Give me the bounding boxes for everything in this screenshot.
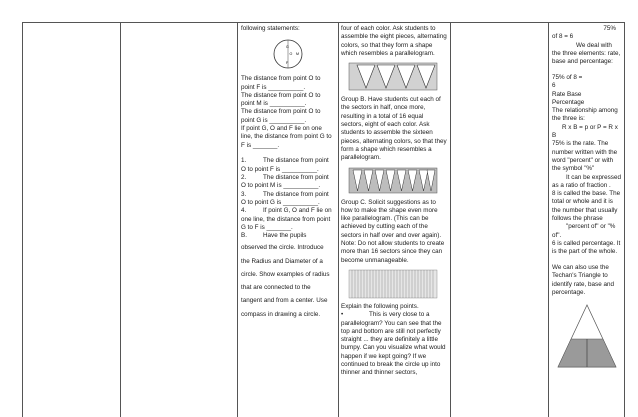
column-percentage [552, 25, 622, 371]
statements-intro: following statements: [241, 25, 300, 32]
group-b-text: Group B. Have students cut each of the sectors in half, once more, resulting in a total of 16 equal sectors, eight of each color. Ask students to assemble the sixteen pieces, alternating colors, so that they form a shape which resembles a parallelogram. [341, 96, 447, 162]
column-group-activities [341, 25, 447, 378]
many-sector-parallelogram [341, 269, 447, 299]
equation-percentage-label: Percentage [552, 98, 585, 106]
column-divider-7 [624, 22, 625, 417]
point-m-label: M [296, 52, 299, 57]
column-divider-3 [237, 22, 238, 417]
three-elements-text: We deal with the three elements: rate, base and percentage: [552, 41, 621, 66]
point-g-label: G [286, 45, 289, 50]
radius-text-line: compass in drawing a circle. [241, 310, 321, 318]
table-top-border [22, 22, 624, 23]
equation-labels: Rate Base [552, 90, 582, 98]
explain-bullet: • This is very close to a parallelogram? You can see that the top and bottom are still not perfectly straight ... they are definitely a little bumpy. Can you visualize what would happen if we kept going? If we continued to break the circle up into thinner and thinner sectors, [341, 311, 446, 377]
numbered-item: 4. If point G, O and F lie on one line, the distance from point G to F is _______. [241, 207, 332, 231]
radius-text-line: tangent and from a center. Use [241, 297, 328, 305]
numbered-item: B. Have the pupils [241, 232, 307, 240]
base-explanation: 8 is called the base. The total or whole and it is the number that usually follows the phrase [552, 190, 621, 223]
point-f-label: F [286, 61, 289, 66]
numbered-item: 2. The distance from point O to point M is __________. [241, 174, 329, 190]
radius-text-line: observed the circle. Introduce [241, 244, 324, 252]
explain-heading: Explain the following points. [341, 302, 419, 310]
statement-of: The distance from point O to point F is __________. [241, 75, 321, 91]
techan-triangle [552, 301, 622, 371]
statement-om: The distance from point O to point M is __________. [241, 91, 321, 108]
equation-line: 75% of 8 = [552, 73, 583, 81]
statement-gf: If point G, O and F lie on one line, the distance from point G to F is _______. [241, 125, 332, 149]
point-o-label: O [289, 52, 293, 57]
statement-og: The distance from point O to point G is __________. [241, 108, 321, 124]
column-divider-5 [450, 22, 451, 417]
column-divider-1 [22, 22, 23, 417]
column-circle-statements [241, 25, 335, 321]
techan-text: We can also use the Techan's Triangle to identify rate, base and percentage. [552, 264, 614, 296]
formula-text: R x B = p or P = R x B [552, 123, 618, 140]
relationship-text: The relationship among the three is: [552, 107, 618, 123]
percent-of-phrase: "percent of" or "% of". [552, 223, 616, 239]
radius-text-line: the Radius and Diameter of a [241, 257, 323, 265]
column-divider-2 [120, 22, 121, 417]
equation-six: 6 [552, 82, 556, 90]
column-divider-6 [548, 22, 549, 417]
group-c-text: Group C. Solicit suggestions as to how to make the shape even more like parallelogram. (This can be achieved by cutting each of the sectors in half over and over again). Note: Do not allow students to create more than 16 sectors since they can become unmanageable. [341, 198, 445, 264]
group-a-text: four of each color. Ask students to assemble the eight pieces, alternating colors, so that they form a shape which resembles a parallelogram. [341, 25, 447, 57]
fraction-text: It can be expressed as a ratio of fraction . [552, 173, 621, 189]
percentage-part-text: 6 is called percentage. It is the part of the whole. [552, 239, 621, 256]
pct-top: 75% [603, 25, 616, 32]
of-eight: of 8 = 6 [552, 33, 574, 41]
circle-diagram [241, 37, 335, 71]
rate-explanation: 75% is the rate. The number written with the word "percent" or with the symbol "%" [552, 140, 618, 173]
sixteen-sector-parallelogram [341, 167, 447, 195]
numbered-item: 3. The distance from point O to point G is __________. [241, 190, 329, 206]
radius-text-line: circle. Show examples of radius [241, 270, 330, 278]
numbered-item: 1. The distance from point O to point F is __________. [241, 157, 329, 173]
column-divider-4 [338, 22, 339, 417]
radius-text-line: that are connected to the [241, 284, 311, 292]
eight-sector-parallelogram [341, 62, 447, 92]
